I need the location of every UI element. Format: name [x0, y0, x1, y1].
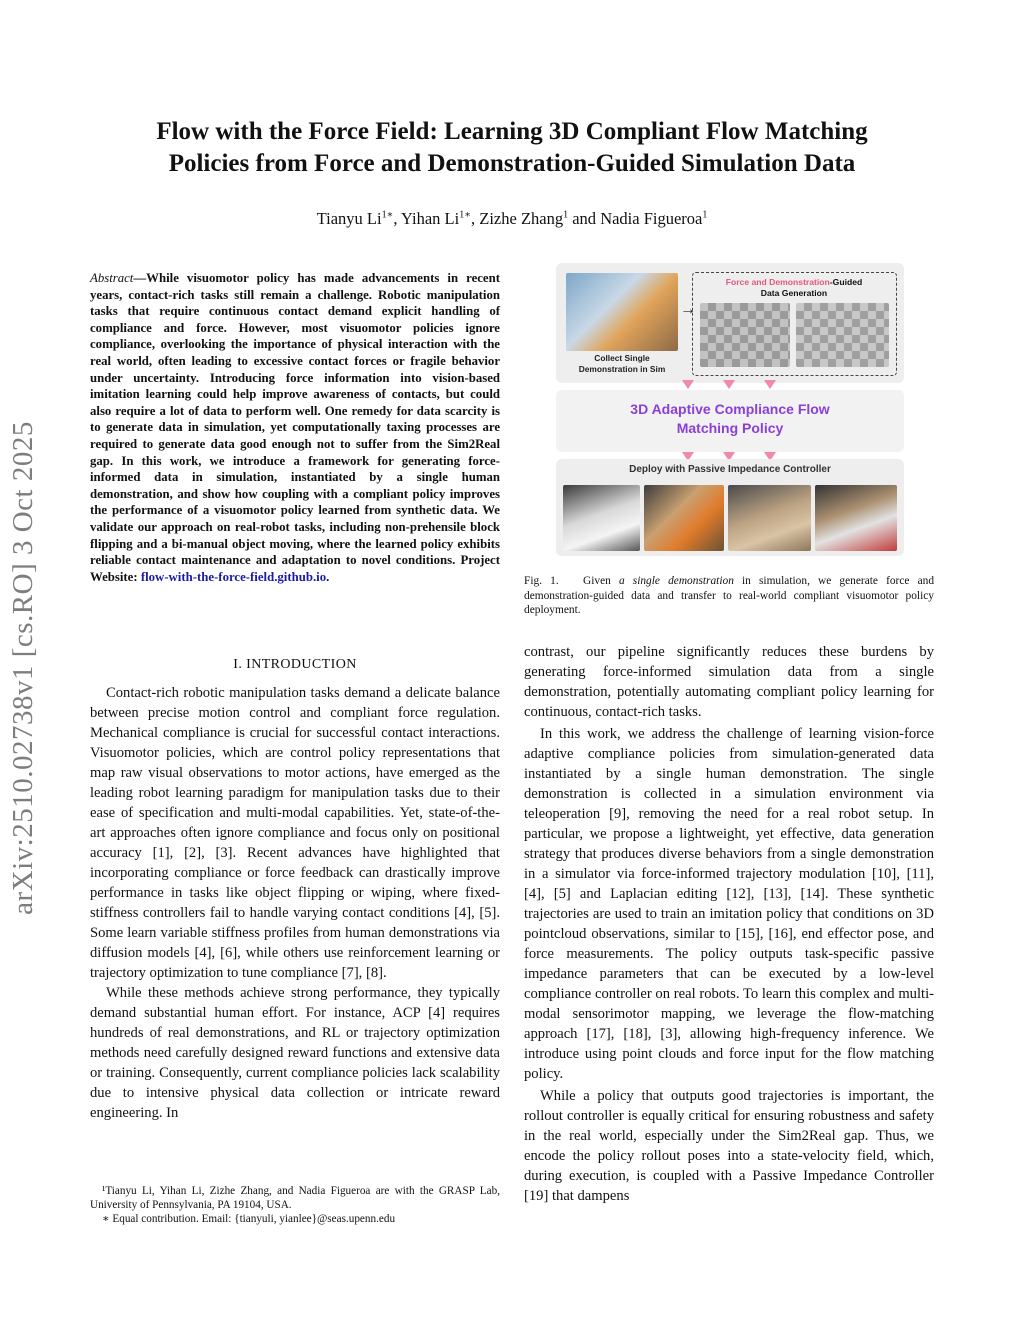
author-list: [60, 209, 964, 229]
author-separator: ,: [471, 209, 480, 228]
author-separator: and: [568, 209, 601, 228]
deploy-label: Deploy with Passive Impedance Controller: [629, 464, 831, 475]
right-column-body: [524, 642, 934, 1206]
project-website-link[interactable]: flow-with-the-force-field.github.io: [140, 569, 327, 584]
abstract-text: While visuomotor policy has made advancements in recent years, contact-rich tasks still remain a challenge. Robotic manipulation tasks that require continuous contact demand explicit handling of compliance and force. However, most visuomotor policies ignore compliance, overlooking the importance of physical interaction with the real world, often leading to excessive contact forces or fragile behavior under uncertainty. Introducing force information into vision-based imitation learning could help improve awareness of contacts, but could also require a lot of data to perform well. One remedy for data scarcity is to generate data in simulation, yet computationally taxing processes are required to generate data good enough not to suffer from the Sim2Real gap. In this work, we introduce a framework for generating force-informed data in simulation, instantiated by a single human demonstration, and show how coupling with a compliant policy improves the performance of a visuomotor policy learned from synthetic data. We validate our approach on real-robot tasks, including non-prehensile block flipping and a bi-manual object moving, where the learned policy exhibits reliable contact maintenance and adaptation to novel conditions. Project Website:: [90, 271, 500, 584]
author-name: Nadia Figueroa: [600, 209, 703, 228]
down-arrow-icon: [723, 380, 735, 389]
deployment-photo: [644, 485, 724, 551]
paragraph: In this work, we address the challenge of learning vision-force adaptive compliance policies from simulation-generated data instantiated by a single human demonstration. The single demonstration is collected in a simulation environment via teleoperation [9], removing the need for a real robot setup. In particular, we propose a lightweight, yet effective, data generation strategy that produces diverse behaviors from a single demonstration in a simulator via force-informed trajectory modulation [10], [11], [4], [5] and Laplacian editing [12], [13], [14]. These synthetic trajectories are used to train an imitation policy that conditions on 3D pointcloud observations, similar to [15], [16], end effector pose, and force measurements. The policy outputs task-specific passive impedance parameters that can be executed by a low-level compliance controller on real robots. To learn this complex and multi-modal sensorimotor mapping, we leverage the flow-matching approach [17], [18], [3], allowing high-frequency inference. We introduce using point clouds and force input for the flow matching policy.: [524, 726, 934, 1082]
down-arrow-icon: [764, 380, 776, 389]
paragraph: contrast, our pipeline significantly reduces these burdens by generating force-informed simulation data from a single demonstration, potentially automating compliant policy learning for continuous, contact-rich tasks.: [524, 644, 934, 720]
policy-title-line: 3D Adaptive Compliance Flow: [630, 401, 830, 417]
author-name: Zizhe Zhang: [479, 209, 564, 228]
deployment-photo: [815, 485, 897, 551]
author-name: Tianyu Li: [316, 209, 382, 228]
abstract: [90, 270, 500, 585]
deployment-photo: [563, 485, 640, 551]
caption-text: Given: [583, 575, 619, 587]
policy-title-line: Matching Policy: [676, 420, 784, 436]
figure-caption: [524, 574, 934, 618]
collect-label-line: Demonstration in Sim: [578, 364, 666, 374]
collect-label-line: Collect Single: [594, 353, 650, 363]
affiliation-mark: 1: [702, 209, 708, 221]
simulation-image: [700, 303, 790, 367]
introduction-body: [90, 683, 500, 1123]
title-line-2: Data Generation: [760, 288, 828, 298]
author-separator: ,: [393, 209, 402, 228]
title-line-1: Flow with the Force Field: Learning 3D Compliant Flow Matching: [156, 118, 868, 145]
figure-1: [556, 263, 904, 556]
arxiv-identifier: arXiv:2510.02738v1 [cs.RO] 3 Oct 2025: [7, 421, 39, 915]
abstract-end: .: [326, 569, 330, 584]
single-demonstration-image: [566, 273, 678, 351]
caption-label: Fig. 1.: [524, 575, 559, 587]
paper-title: [60, 116, 964, 180]
paragraph: While these methods achieve strong performance, they typically demand substantial human effort. For instance, ACP [4] requires hundreds of real demonstrations, and RL or trajectory optimization methods need carefully designed reward functions and extensive data or training. Consequently, current compliance policies lack scalability due to intensive physical data collection or intricate reward engineering. In: [90, 985, 500, 1121]
paragraph: Contact-rich robotic manipulation tasks demand a delicate balance between precise motion control and compliant force regulation. Mechanical compliance is crucial for successful contact interactions. Visuomotor policies, which are control policy representations that map raw visual observations to motor actions, have emerged as the leading robot learning paradigm for manipulation tasks due to their ease of specification and multi-modal capabilities. Yet, state-of-the-art approaches often ignore compliance and focus only on positional accuracy [1], [2], [3]. Recent advances have highlighted that incorporating compliance or force feedback can drastically improve performance in tasks like object flipping or wiping, where fixed-stiffness controllers fail to handle varying contact conditions [4], [5]. Some learn variable stiffness profiles from human demonstrations via diffusion models [4], [6], while others use reinforcement learning or trajectory optimization to tune compliance [7], [8].: [90, 685, 500, 981]
down-arrow-icon: [682, 380, 694, 389]
paragraph: While a policy that outputs good trajectories is important, the rollout controller is equally critical for ensuring robustness and safety in the real world, especially under the Sim2Real gap. Thus, we encode the policy rollout poses into a state-velocity field, which, during execution, is coupled with a Passive Impedance Controller [19] that dampens: [524, 1088, 934, 1204]
collect-demo-label: [562, 353, 682, 375]
policy-title: [556, 400, 904, 438]
affiliation-mark: 1: [563, 209, 569, 221]
section-heading: I. INTRODUCTION: [233, 657, 357, 672]
affiliation-mark: 1∗: [381, 209, 394, 221]
footnote-affiliation: ¹Tianyu Li, Yihan Li, Zizhe Zhang, and Nadia Figueroa are with the GRASP Lab, University of Pennsylvania, PA 19104, USA.: [90, 1185, 500, 1211]
affiliation-mark: 1∗: [459, 209, 472, 221]
data-generation-title: [694, 277, 894, 299]
author-name: Yihan Li: [401, 209, 460, 228]
abstract-dash: —: [133, 271, 147, 285]
deployment-photo: [728, 485, 811, 551]
simulation-image: [796, 303, 889, 367]
caption-text: in simulation, we generate force and demonstration-guided data and transfer to real-world compliant visuomotor policy deployment.: [524, 575, 935, 616]
title-rest: -Guided: [829, 277, 863, 287]
footnotes: [90, 1184, 500, 1226]
footnote-equal-contribution: ∗ Equal contribution. Email: {tianyuli, yianlee}@seas.upenn.edu: [102, 1213, 396, 1225]
caption-emphasis: a single demonstration: [618, 575, 734, 587]
title-highlight: Force and Demonstration: [725, 277, 830, 287]
title-line-2: Policies from Force and Demonstration-Guided Simulation Data: [168, 150, 856, 177]
abstract-label: Abstract: [90, 271, 134, 285]
arrow-right-icon: →: [680, 301, 696, 318]
